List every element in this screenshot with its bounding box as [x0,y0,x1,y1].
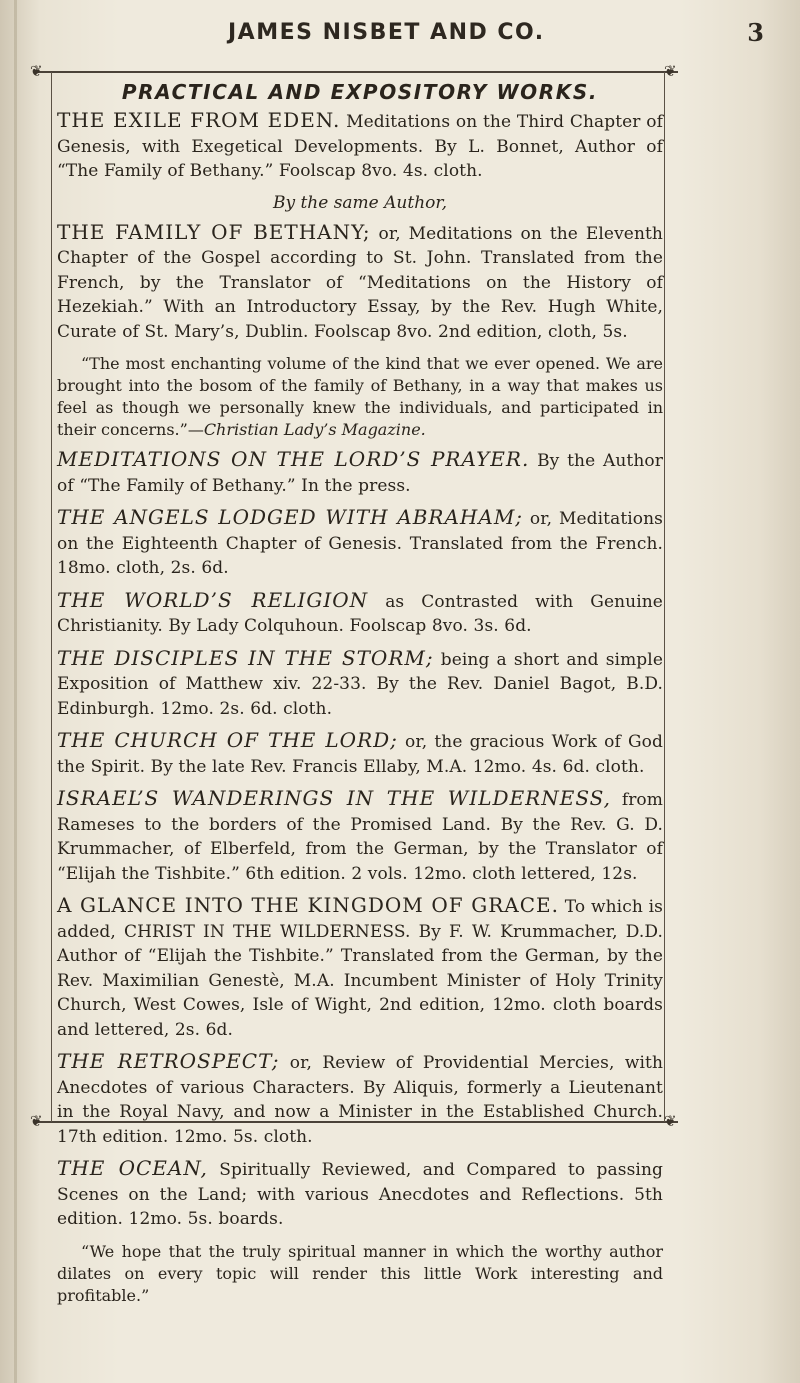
entry-gap [57,639,663,646]
running-head [60,8,764,48]
book-title: ISRAEL’S WANDERINGS IN THE WILDERNESS, [57,786,612,810]
section-title: PRACTICAL AND EXPOSITORY WORKS. [121,80,599,104]
book-description: By the Author of “The Family of Bethany.” In the press. [57,451,663,496]
ornament-top-right-icon: ❦ [664,62,677,80]
entry-gap [57,1042,663,1049]
entries-list [57,108,663,1307]
ornament-top-left-icon: ❦ [30,62,43,80]
book-title: THE WORLD’S RELIGION [57,587,369,612]
book-title: THE FAMILY OF BETHANY; [57,219,371,244]
entry-gap [57,498,663,505]
book-title: A GLANCE INTO THE KINGDOM OF GRACE. [57,893,559,917]
book-description: or, Review of Providential Mercies, with Anecdotes of various Characters. By Aliquis, formerly a Lieutenant in the Royal Navy, and now a Minister in the Established Church. 17th edition. 12mo. 5s. cloth. [57,1053,663,1147]
ornament-bottom-left-icon: ❦ [30,1112,43,1130]
book-title: THE CHURCH OF THE LORD; [57,728,398,752]
book-entry [57,1049,663,1149]
book-description: or, Meditations on the Eleventh Chapter of the Gospel according to St. John. Translated from the French, by the Translator of “Meditations on the History of Hezekiah.” With an Introductory Essay, by the Rev. Hugh White, Curate of St. Mary’s, Dublin. Foolscap 8vo. 2nd edition, cloth, 5s. [57,223,663,342]
book-description: or, the gracious Work of God the Spirit. By the late Rev. Francis Ellaby, M.A. 12mo. 4s. 6d. cloth. [57,732,663,777]
book-title: THE OCEAN, [57,1156,208,1180]
quote-text: “The most enchanting volume of the kind that we ever opened. We are brought into the bosom of the family of Bethany, in a way that makes us feel as though we personally knew the individuals, and participated in their concerns.”— [57,354,663,439]
book-description: To which is added, CHRIST IN THE WILDERNESS. By F. W. Krummacher, D.D. Author of “Elijah the Tishbite.” Translated from the German, by the Rev. Maximilian Genestè, M.A. Incumbent Minister of Holy Trinity Church, West Cowes, Isle of Wight, 2nd edition, 12mo. cloth boards and lettered, 2s. 6d. [57,897,663,1040]
book-entry [57,786,663,886]
book-description: Spiritually Reviewed, and Compared to passing Scenes on the Land; with various Anecdotes and Reflections. 5th edition. 12mo. 5s. boards. [57,1160,663,1229]
review-quote [57,353,663,441]
book-entry [57,505,663,581]
entry-gap [57,779,663,786]
book-entry [57,893,663,1042]
entry-gap [57,1232,663,1239]
book-description: Meditations on the Third Chapter of Genesis, with Exegetical Developments. By L. Bonnet, Author of “The Family of Bethany.” Foolscap 8vo. 4s. cloth. [57,112,663,181]
book-entry [57,220,663,345]
review-quote [57,1241,663,1307]
entry-gap [57,344,663,351]
quote-text: “We hope that the truly spiritual manner in which the worthy author dilates on every topic will render this little Work interesting and profitable.” [57,1241,663,1305]
book-entry [57,728,663,779]
quote-source: Christian Lady’s Magazine. [203,420,426,439]
ornament-bottom-right-icon: ❦ [664,1112,677,1130]
entry-gap [57,184,663,191]
catalogue-content [57,80,663,1313]
book-title: MEDITATIONS ON THE LORD’S PRAYER. [57,447,530,471]
book-entry [57,646,663,722]
running-head-title: JAMES NISBET AND CO. [228,20,545,45]
page-number: 3 [747,18,764,47]
book-entry [57,1156,663,1232]
book-entry [57,588,663,639]
entry-gap [57,581,663,588]
entry-gap [57,1149,663,1156]
book-description: from Rameses to the borders of the Promised Land. By the Rev. G. D. Krummacher, of Elberfeld, from the German, by the Translator of “Elijah the Tishbite.” 6th edition. 2 vols. 12mo. cloth lettered, 12s. [57,790,663,884]
entry-subline: By the same Author, [272,192,448,213]
entry-gap [57,886,663,893]
book-title: THE DISCIPLES IN THE STORM; [57,645,434,670]
book-description: or, Meditations on the Eighteenth Chapter of Genesis. Translated from the French. 18mo. cloth, 2s. 6d. [57,509,663,578]
book-description: as Contrasted with Genuine Christianity. By Lady Colquhoun. Foolscap 8vo. 3s. 6d. [57,591,663,636]
book-title: THE RETROSPECT; [57,1049,280,1073]
entry-gap [57,721,663,728]
book-description: being a short and simple Exposition of Matthew xiv. 22-33. By the Rev. Daniel Bagot, B.D. Edinburgh. 12mo. 2s. 6d. cloth. [57,649,663,719]
book-title: THE EXILE FROM EDEN. [57,108,341,132]
book-entry [57,108,663,184]
book-entry [57,447,663,498]
book-title: THE ANGELS LODGED WITH ABRAHAM; [57,505,524,529]
